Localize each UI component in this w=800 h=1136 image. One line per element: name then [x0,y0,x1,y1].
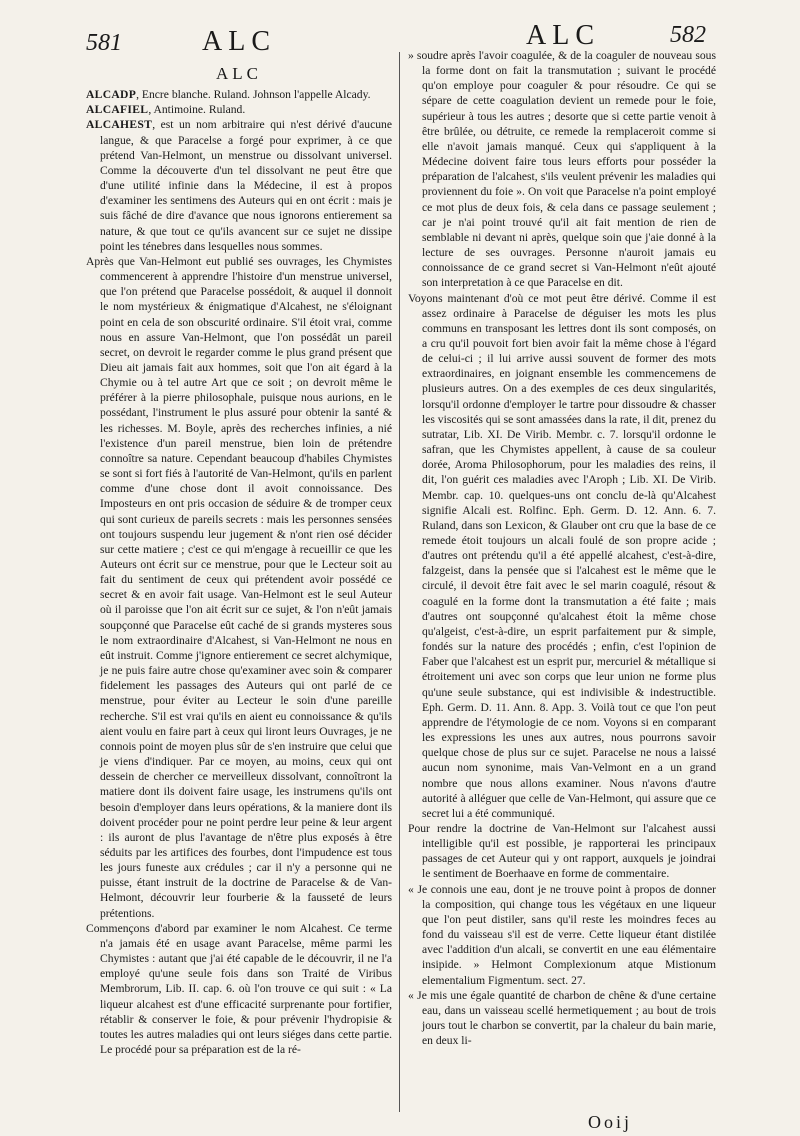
dictionary-entry [86,87,392,102]
entry-headword: ALCAFIEL [86,103,149,117]
right-running-head: ALC [526,20,600,51]
left-column [86,66,392,1114]
body-paragraph: Après que Van-Helmont eut publié ses ouvrages, les Chymistes commencerent à apprendre l'histoire d'un menstrue universel, que l'on prétend que Paracelse possédoit, & auquel il donnoit le nom mystérieux & énigmatique d'Alcahest, ne s'éloignant point en cela de son obscurité ordinaire. S'il étoit vrai, comme nous en assure Van-Helmont, que l'on possédât un pareil secret, on devroit le regarder comme le plus grand présent que Dieu ait jamais fait aux hommes, soit que l'on ait égard à la Chymie ou à tel autre Art que ce soit ; on devroit même le préférer à la pierre philosophale, puisque nous aurions, en le possédant, l'instrument le plus assuré pour obtenir la santé & les richesses. M. Boyle, après des recherches infinies, a nié l'existence d'un pareil menstrue, bien loin de prétendre connoître sa nature. Cependant beaucoup d'habiles Chymistes se sont si fort fiés à l'autorité de Van-Helmont, qu'ils en parlent comme d'une chose dont il avoit connoissance. Des Imposteurs en ont pris occasion de séduire & de tromper ceux qui sont curieux de pareils secrets : mais les personnes sensées ont toujours suspendu leur jugement & n'ont rien osé décider sur cette matiere ; c'est ce qui m'engage à recueillir ce que les Auteurs ont écrit sur ce menstrue, pour que le Lecteur soit au fait du sentiment de ceux qui prétendent avoir possédé ce secret & en avoir fait usage. Van-Helmont est le seul Auteur où il paroisse que l'on ait écrit sur ce sujet, & l'on n'eût jamais soupçonné que Paracelse eût caché de si grands mysteres sous le nom extraordinaire d'Alcahest, si Van-Helmont ne nous en eût instruit. Comme j'ignore entierement ce secret alchymique, je ne puis faire autre chose qu'examiner avec soin & comparer fidelement les passages des Auteurs qui ont parlé de ce menstrue, pour éviter au Lecteur le soin d'une pareille recherche. S'il est vrai qu'ils en aient eu connoissance & qu'ils aient voulu en faire part à ceux qui liront leurs Ouvrages, je ne connois point de moyen plus sûr de s'en instruire que celui que je viens d'indiquer. Par ce moyen, au moins, ceux qui ont dessein de chercher ce merveilleux dissolvant, connoîtront la matiere dont ils doivent faire usage, les instrumens qu'ils ont besoin d'employer dans leurs opérations, & la maniere dont ils doivent procéder pour ne point perdre leur peine & leur argent : ils auront de plus l'avantage de n'être plus exposés à être séduits par les artifices des fourbes, dont l'impudence est tous les jours funeste aux crédules ; car il n'y a personne qui ne puisse, étant instruit de la doctrine de Paracelse & de Van-Helmont, découvrir leur fourberie & la fausseté de leurs prétentions. [86,254,392,920]
column-divider [399,52,400,1112]
entry-text: , est un nom arbitraire qui n'est dérivé d'aucune langue, & que Paracelse a forgé pour exprimer, à ce que prétend Van-Helmont, un menstrue ou dissolvant universel. Comme la découverte d'un tel dissolvant ne peut être que d'une utilité infinie dans la Médecine, il est à propos d'examiner les sentimens des Auteurs qui en ont écrit : mais je suis fâché de dire d'avance que nous ignorons entierement sa nature, & que tout ce qu'ils avancent sur ce sujet ne dissipe point les ténebres dans lesquelles nous sommes. [100,118,392,253]
right-page-number: 582 [670,22,706,48]
entry-text: , Encre blanche. Ruland. Johnson l'appelle Alcady. [136,88,371,102]
body-paragraph: Commençons d'abord par examiner le nom Alcahest. Ce terme n'a jamais été en usage avant Paracelse, même parmi les Chymistes : autant que j'ai été capable de le découvrir, il ne l'a employé qu'une seule fois dans son Traité de Viribus Membrorum, Lib. II. cap. 6. où l'on trouve ce qui suit : « La liqueur alcahest est d'une efficacité surprenante pour fortifier, rétablir & conserver le foie, & pour prévenir l'hydropisie & toutes les autres maladies qui ont leurs siéges dans cette partie. Le procédé pour sa préparation est de la ré- [86,921,392,1056]
body-paragraph: » soudre après l'avoir coagulée, & de la coaguler de nouveau sous la forme dont on fait la transmutation ; suivant le procédé qu'on employe pour coaguler & pour résoudre. Ce qui se sépare de cette coagulation devient un remede pour le foie, supérieur à tous les autres ; desorte que si cette partie venoit à être brûlée, ou détruite, ce remede la remplaceroit comme si elle n'avoit jamais manqué. Ceux qui s'appliquent à la Médecine doivent faire tous leurs efforts pour posséder la préparation de l'alcahest, s'ils veulent prévenir les maladies qui proviennent du foie ». On voit que Paracelse n'a point employé ce mot plus de deux fois, & cela dans ce passage seulement ; car je n'ai point trouvé qu'il ait fait mention de rien de semblable ni devant ni après, quelque soin que j'aie donné à la lecture de ses ouvrages. Personne n'auroit jamais eu connoissance de ce grand secret si Van-Helmont n'eût ajouté son interpretation à ce que Paracelse en dit. [408,49,716,290]
left-page-number: 581 [86,30,122,56]
dictionary-entry [86,102,392,117]
quoted-passage: « Je mis une égale quantité de charbon de chêne & d'une certaine eau, dans un vaisseau scellé hermetiquement ; au bout de trois jours tout le charbon se convertit, par la chaleur du bain marie, en deux li- [408,988,716,1048]
entry-text: , Antimoine. Ruland. [148,103,246,117]
section-heading: ALC [216,66,262,83]
body-paragraph: Voyons maintenant d'où ce mot peut être dérivé. Comme il est assez ordinaire à Paracelse de déguiser les mots les plus communs en transposant les lettres dont ils sont composés, on a cru qu'il pouvoit fort bien avoir fait la même chose à l'égard de celui-ci ; il lui arrive aussi souvent de former des mots extraordinaires, en joignant ensemble les commencemens de plusieurs autres. On a des exemples de ces deux singularités, lorsqu'il ordonne d'employer le tartre pour dissoudre & chasser les viscosités qui se sont amassées dans la rate, il dit, prenez du sutratar, Lib. XI. De Virib. Membr. c. 7. lorsqu'il ordonne le safran, que les Chymistes appellent, à cause de sa couleur dorée, Aroma Philosophorum, pour les maladies des reins, il dit, l'on guérit ces maladies avec l'Aroph ; Lib. XI. De Virib. Membr. cap. 10. quelques-uns ont conclu de-là qu'Alcahest signifie Alcali est. Rolfinc. Eph. Germ. D. 12. Ann. 6. 7. Ruland, dans son Lexicon, & Glauber ont cru que la base de ce remede étoit toujours un alcali foulé de son propre acide ; d'autres ont prétendu qu'il a été appellé alcahest, c'est-à-dire, falzgeist, dans la pensée que si l'alcahest est le même que le circulé, il devoit être fait avec le sel marin coagulé, résout & coagulé en la forme dont la transmutation a été faite ; mais d'autres ont soupçonné qu'alcahest étoit la même chose qu'algeist, c'est-à-dire, un esprit parfaitement pur & simple, fondés sur la nature des procédés ; enfin, c'est l'opinion de Faber que l'alcahest est un esprit pur, mercuriel & métallique si étroitement uni avec son corps que leur union ne forme plus qu'une seule substance, qui est indivisible & indestructible. Eph. Germ. D. 11. Ann. 8. App. 3. Voilà tout ce que l'on peut apprendre de l'étymologie de ce nom. Voyons si en comparant les expressions les unes aux autres, nous pourrons savoir quelque chose de plus sur ce sujet. Paracelse ne nous a laissé aucun nom synonime, mais Van-Velmont en a un grand nombre que nous allons examiner. Nous n'avons d'autre autorité à alléguer que celle de Van-Helmont, qui assure que ce secret lui a été communiqué. [408,291,716,820]
entry-headword: ALCADP [86,88,137,102]
quoted-passage: « Je connois une eau, dont je ne trouve point à propos de donner la composition, qui change tous les végétaux en une liqueur que l'on peut distiler, sans qu'il reste les moindres feces au fond du vaisseau s'il est de verre. Cette liqueur étant distilée avec l'addition d'un alcali, se convertit en une eau élémentaire insipide. » Helmont Complexionum atque Mistionum elementalium Figmentum. sect. 27. [408,882,716,987]
left-running-head: ALC [202,26,276,57]
dictionary-entry [86,117,392,253]
right-column [408,48,716,1114]
signature-mark: Ooij [588,1112,633,1132]
body-paragraph: Pour rendre la doctrine de Van-Helmont sur l'alcahest aussi intelligible qu'il est possible, je rapporterai les principaux passages de cet Auteur qui y ont rapport, auxquels je joindrai le sentiment de Boerhaave en forme de commentaire. [408,821,716,881]
entry-headword: ALCAHEST [86,118,153,132]
